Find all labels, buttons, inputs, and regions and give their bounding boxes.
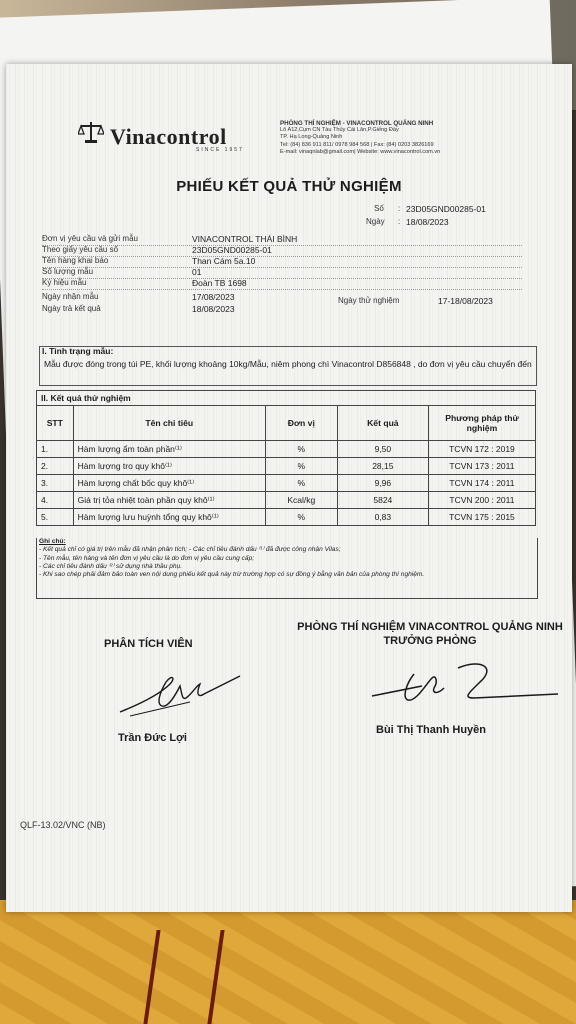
info-value: 23D05GND00285-01 (192, 245, 272, 255)
brand-logo-text: Vinacontrol (110, 124, 227, 149)
manager-role: TRƯỞNG PHÒNG (383, 635, 477, 647)
table-row (37, 441, 536, 458)
test-report-sheet: Vinacontrol SINCE 1957 PHÒNG THÍ NGHIỆM - VINACONTROL QUẢNG NINH Lô A12,Cụm CN Tàu Thủy Cái Lân,P.Giếng Đáy TP. Hạ Long-Quảng Ninh Tel: (84) 836 911 811/ 0978 984 568 | Fax: (84) 0203 3826169 E-mail: vinaqnlab@gmail.com| Website: www.vinacontrol.com.vn PHIẾU KẾT QUẢ THỬ NGHIỆM Số : 23D05GND00285-01 Ngày : 18/08/2023 Đơn vị yêu cầu và gửi mẫu VINACONTROL THÁI BÌNH Theo giấy yêu cầu số 23D05GND00285-01 Tên hàng khai báo Than Cám 5a.10 Số lượng mẫu 01 Ký hiệu mẫu Đoàn TB 1698 Ngày nhận mẫu 17/08/2023 Ngày trả kết quả 18/08/2023 Ngày thử nghiệm 17-18/08/2023 I. Tình trạng mẫu: Mẫu được đóng trong túi PE, khối lượng khoảng 10kg/Mẫu, niêm phong chì Vinacontrol D856848 , do đơn vị yêu cầu chuyển đến II. Kết quả thử nghiệm STT Tên chỉ tiêu Đơn vị Kết quả Phương pháp thử nghiệm 1. Hàm lượng ẩm toàn phần⁽¹⁾ % 9,50 TCVN 172 : 2019 2. Hàm lượng tro quy khô⁽¹⁾ % 28,15 TCVN 173 : 2011 3. Hàm lượng chất bốc quy khô⁽¹⁾ % 9,96 TCVN 174 : 2011 4. Giá trị tỏa nhiệt toàn phần quy khô⁽¹⁾ Kcal/kg 5824 TCVN 200 : 2011 5. Hàm lượng lưu huỳnh tổng quy khô⁽¹⁾ % 0,83 TCVN 175 : 2015 Ghi chú: - Kết quả chỉ có giá trị trên mẫu đã nhận phân tích; - Các chỉ tiêu đánh dấu ⁽¹⁾ đã được công nhận Vilas; - Tên mẫu, tên hàng và tên đơn vị yêu cầu là do đơn vị yêu cầu cung cấp; - Các chỉ tiêu đánh dấu ⁽²⁾ sử dụng nhà thầu phụ. - Khi sao chép phải đảm bảo toàn ven nội dung phiếu kết quả này trừ trường hợp có sự đồng ý bằng văn bản của phòng thí nghiệm. PHÂN TÍCH VIÊN PHÒNG THÍ NGHIỆM VINACONTROL QUẢNG NINH TRƯỞNG PHÒNG Trần Đức Lợi Bùi Thị Thanh Huyền QLF-13.02/VNC (NB) (6, 64, 572, 912)
note-item: - Tên mẫu, tên hàng và tên đơn vị yêu cầu là do đơn vị yêu cầu cung cấp; (39, 554, 255, 562)
lab-header (280, 120, 550, 156)
cell-result: 0,83 (337, 509, 428, 526)
cell-stt: 5. (37, 509, 74, 526)
col-header-stt: STT (37, 406, 74, 441)
analyst-name: Trần Đức Lợi (118, 732, 187, 744)
cell-stt: 1. (37, 441, 74, 458)
cell-unit: % (265, 475, 337, 492)
section-1-title: I. Tình trạng mẫu: (42, 346, 114, 356)
tablecloth-pattern (143, 930, 224, 1024)
cell-result: 9,50 (337, 441, 428, 458)
cell-stt: 3. (37, 475, 74, 492)
info-label: Ngày trả kết quả (42, 304, 101, 313)
cell-name: Giá trị tỏa nhiệt toàn phần quy khô⁽¹⁾ (73, 492, 265, 509)
note-item: - Khi sao chép phải đảm bảo toàn ven nội dung phiếu kết quả này trừ trường hợp có sự đồng ý bằng văn bản của phòng thí nghiệm. (39, 571, 425, 579)
analyst-title: PHÂN TÍCH VIÊN (104, 638, 193, 650)
info-value: 17/08/2023 (192, 292, 235, 302)
note-item: - Kết quả chỉ có giá trị trên mẫu đã nhận phân tích; - Các chỉ tiêu đánh dấu ⁽¹⁾ đã được công nhận Vilas; (39, 546, 341, 554)
col-header-result: Kết quả (337, 406, 428, 441)
info-label: Ký hiệu mẫu (42, 278, 87, 287)
brand-since: SINCE 1957 (196, 147, 244, 153)
info-value: VINACONTROL THÁI BÌNH (192, 234, 298, 244)
info-label: Ngày nhận mẫu (42, 292, 99, 301)
section-2-row (37, 391, 536, 406)
report-number-label: Số (374, 204, 384, 213)
lab-address-2: TP. Hạ Long-Quảng Ninh (280, 134, 343, 141)
results-table (36, 390, 536, 526)
table-row (37, 458, 536, 475)
lab-name: PHÒNG THÍ NGHIỆM - VINACONTROL QUẢNG NINH (280, 120, 434, 127)
info-value: Than Cám 5a.10 (192, 256, 256, 266)
cell-unit: % (265, 458, 337, 475)
cell-name: Hàm lượng tro quy khô⁽¹⁾ (73, 458, 265, 475)
manager-org: PHÒNG THÍ NGHIỆM VINACONTROL QUẢNG NINH (297, 621, 563, 633)
test-date-value: 17-18/08/2023 (438, 296, 493, 306)
cell-name: Hàm lượng chất bốc quy khô⁽¹⁾ (73, 475, 265, 492)
test-date-label: Ngày thử nghiệm (338, 296, 400, 305)
analyst-signature (110, 664, 250, 724)
col-header-method: Phương pháp thử nghiệm (428, 406, 535, 441)
form-code: QLF-13.02/VNC (NB) (20, 820, 106, 830)
info-label: Đơn vị yêu cầu và gửi mẫu (42, 234, 138, 243)
info-label: Tên hàng khai báo (42, 256, 109, 265)
cell-method: TCVN 173 : 2011 (428, 458, 535, 475)
cell-unit: % (265, 509, 337, 526)
table-row (37, 475, 536, 492)
cell-method: TCVN 200 : 2011 (428, 492, 535, 509)
col-header-unit: Đơn vị (265, 406, 337, 441)
cell-result: 9,96 (337, 475, 428, 492)
cell-name: Hàm lượng ẩm toàn phần⁽¹⁾ (73, 441, 265, 458)
divider (42, 289, 522, 290)
tablecloth-background (0, 900, 576, 1024)
cell-method: TCVN 172 : 2019 (428, 441, 535, 458)
manager-signature (362, 654, 562, 714)
section-2-title: II. Kết quả thử nghiệm (37, 391, 536, 406)
cell-result: 28,15 (337, 458, 428, 475)
notes-title: Ghi chú: (39, 538, 66, 545)
table-row (37, 509, 536, 526)
lab-address-1: Lô A12,Cụm CN Tàu Thủy Cái Lân,P.Giếng Đáy (280, 127, 399, 134)
manager-title (290, 620, 570, 648)
info-label: Số lượng mẫu (42, 267, 94, 276)
document-title: PHIẾU KẾT QUẢ THỬ NGHIỆM (176, 178, 402, 195)
info-label: Theo giấy yêu cầu số (42, 245, 119, 254)
lab-phone: Tel: (84) 836 911 811/ 0978 984 568 | Fax: (84) 0203 3826169 (280, 141, 434, 148)
sample-condition-text: Mẫu được đóng trong túi PE, khối lượng khoảng 10kg/Mẫu, niêm phong chì Vinacontrol D856848 , do đơn vị yêu cầu chuyển đến (44, 359, 532, 369)
cell-method: TCVN 174 : 2011 (428, 475, 535, 492)
manager-name: Bùi Thị Thanh Huyền (376, 724, 486, 736)
cell-result: 5824 (337, 492, 428, 509)
info-value: 01 (192, 267, 202, 277)
report-date-label: Ngày (366, 217, 385, 226)
report-date: 18/08/2023 (406, 217, 449, 227)
cell-method: TCVN 175 : 2015 (428, 509, 535, 526)
scales-logo-icon (78, 120, 104, 144)
cell-name: Hàm lượng lưu huỳnh tổng quy khô⁽¹⁾ (73, 509, 265, 526)
cell-stt: 4. (37, 492, 74, 509)
note-item: - Các chỉ tiêu đánh dấu ⁽²⁾ sử dụng nhà thầu phụ. (39, 562, 183, 570)
cell-unit: Kcal/kg (265, 492, 337, 509)
report-number: 23D05GND00285-01 (406, 204, 486, 214)
notes-box (36, 538, 538, 599)
cell-unit: % (265, 441, 337, 458)
table-row (37, 492, 536, 509)
info-value: 18/08/2023 (192, 304, 235, 314)
lab-email: E-mail: vinaqnlab@gmail.com| Website: www.vinacontrol.com.vn (280, 148, 441, 155)
info-value: Đoàn TB 1698 (192, 278, 247, 288)
col-header-name: Tên chỉ tiêu (73, 406, 265, 441)
table-header-row (37, 406, 536, 441)
cell-stt: 2. (37, 458, 74, 475)
